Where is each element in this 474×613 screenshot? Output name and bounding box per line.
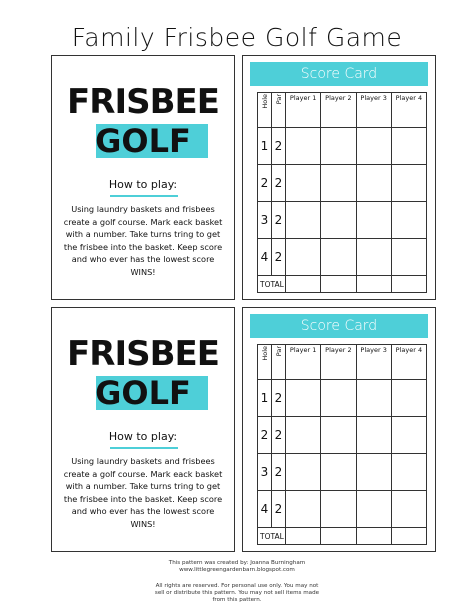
score-cell[interactable]	[321, 491, 356, 528]
how-to-play-body: Using laundry baskets and frisbees create a golf course. Mark eack basket with a number. Take turns tring to get the frisbee into the basket. Keep score and who ever has the lowest score WINS!	[63, 204, 223, 277]
hole-row	[258, 380, 427, 417]
how-to-play-underline	[110, 195, 178, 197]
score-cell[interactable]	[286, 380, 321, 417]
rights-line: All rights are reserved. For personal use only. You may not	[155, 583, 319, 589]
score-cell[interactable]	[391, 239, 426, 276]
score-card-title: Score Card	[250, 314, 428, 338]
hole-row	[258, 454, 427, 491]
header-player-1: Player 1	[286, 93, 321, 128]
score-cell[interactable]	[391, 128, 426, 165]
score-cell[interactable]	[286, 417, 321, 454]
score-cell[interactable]	[391, 202, 426, 239]
hole-number: 4	[258, 239, 272, 276]
total-cell[interactable]	[321, 528, 356, 545]
hole-number: 1	[258, 128, 272, 165]
par-value: 2	[272, 491, 286, 528]
score-cell[interactable]	[286, 202, 321, 239]
hole-row	[258, 417, 427, 454]
header-player-3: Player 3	[356, 93, 391, 128]
header-player-3: Player 3	[356, 345, 391, 380]
header-player-4: Player 4	[391, 93, 426, 128]
score-cell[interactable]	[321, 380, 356, 417]
header-hole: Hole	[258, 345, 272, 380]
how-to-play-title: How to play:	[108, 178, 178, 191]
header-player-4: Player 4	[391, 345, 426, 380]
score-cell[interactable]	[356, 239, 391, 276]
score-cell[interactable]	[356, 380, 391, 417]
par-value: 2	[272, 380, 286, 417]
credit-footer	[0, 560, 474, 574]
score-cell[interactable]	[356, 491, 391, 528]
frisbee-golf-logo	[52, 334, 234, 424]
total-cell[interactable]	[286, 276, 321, 293]
total-cell[interactable]	[356, 276, 391, 293]
score-cell[interactable]	[321, 165, 356, 202]
hole-row	[258, 239, 427, 276]
header-player-2: Player 2	[321, 345, 356, 380]
score-header-row	[258, 345, 427, 380]
score-cell[interactable]	[391, 380, 426, 417]
logo-line1: FRISBEE	[67, 334, 219, 374]
score-cell[interactable]	[356, 165, 391, 202]
credit-url: www.littlegreengardenbarn.blogspot.com	[179, 567, 295, 573]
rights-line: sell or distribute this pattern. You may not sell items made	[154, 590, 320, 596]
score-card-title: Score Card	[250, 62, 428, 86]
score-card-panel	[242, 55, 436, 300]
par-value: 2	[272, 239, 286, 276]
header-player-1: Player 1	[286, 345, 321, 380]
score-cell[interactable]	[321, 128, 356, 165]
header-player-2: Player 2	[321, 93, 356, 128]
par-value: 2	[272, 165, 286, 202]
rights-line: from this pattern.	[212, 597, 262, 603]
score-cell[interactable]	[356, 454, 391, 491]
score-cell[interactable]	[391, 417, 426, 454]
par-value: 2	[272, 417, 286, 454]
header-par: Par	[272, 345, 286, 380]
score-cell[interactable]	[286, 491, 321, 528]
score-table	[257, 344, 427, 545]
hole-number: 2	[258, 417, 272, 454]
total-label: TOTAL	[258, 528, 286, 545]
total-cell[interactable]	[286, 528, 321, 545]
score-card-panel	[242, 307, 436, 552]
score-cell[interactable]	[356, 417, 391, 454]
hole-row	[258, 165, 427, 202]
page-title: Family Frisbee Golf Game	[71, 23, 403, 52]
how-to-play-title: How to play:	[108, 430, 178, 443]
score-cell[interactable]	[356, 202, 391, 239]
score-cell[interactable]	[286, 165, 321, 202]
par-value: 2	[272, 202, 286, 239]
par-value: 2	[272, 454, 286, 491]
total-cell[interactable]	[391, 276, 426, 293]
frisbee-golf-logo	[52, 82, 234, 172]
score-cell[interactable]	[391, 454, 426, 491]
total-row	[258, 528, 427, 545]
score-table	[257, 92, 427, 293]
total-cell[interactable]	[321, 276, 356, 293]
info-panel	[51, 307, 235, 552]
score-cell[interactable]	[356, 128, 391, 165]
hole-row	[258, 202, 427, 239]
how-to-play-body: Using laundry baskets and frisbees create a golf course. Mark eack basket with a number. Take turns tring to get the frisbee into the basket. Keep score and who ever has the lowest score WINS!	[63, 456, 223, 529]
hole-row	[258, 491, 427, 528]
hole-number: 4	[258, 491, 272, 528]
credit-line: This pattern was created by: Joanna Burningham	[168, 560, 306, 566]
hole-number: 3	[258, 454, 272, 491]
score-cell[interactable]	[321, 239, 356, 276]
score-cell[interactable]	[391, 491, 426, 528]
header-par: Par	[272, 93, 286, 128]
logo-line2: GOLF	[95, 122, 191, 160]
score-cell[interactable]	[321, 417, 356, 454]
par-value: 2	[272, 128, 286, 165]
total-row	[258, 276, 427, 293]
rights-footer	[0, 583, 474, 604]
score-header-row	[258, 93, 427, 128]
hole-number: 2	[258, 165, 272, 202]
info-panel	[51, 55, 235, 300]
logo-line1: FRISBEE	[67, 82, 219, 122]
hole-number: 1	[258, 380, 272, 417]
score-cell[interactable]	[286, 239, 321, 276]
score-cell[interactable]	[391, 165, 426, 202]
score-cell[interactable]	[286, 128, 321, 165]
header-hole: Hole	[258, 93, 272, 128]
total-label: TOTAL	[258, 276, 286, 293]
score-cell[interactable]	[286, 454, 321, 491]
score-cell[interactable]	[321, 454, 356, 491]
hole-number: 3	[258, 202, 272, 239]
logo-line2: GOLF	[95, 374, 191, 412]
total-cell[interactable]	[356, 528, 391, 545]
score-cell[interactable]	[321, 202, 356, 239]
how-to-play-underline	[110, 447, 178, 449]
total-cell[interactable]	[391, 528, 426, 545]
hole-row	[258, 128, 427, 165]
